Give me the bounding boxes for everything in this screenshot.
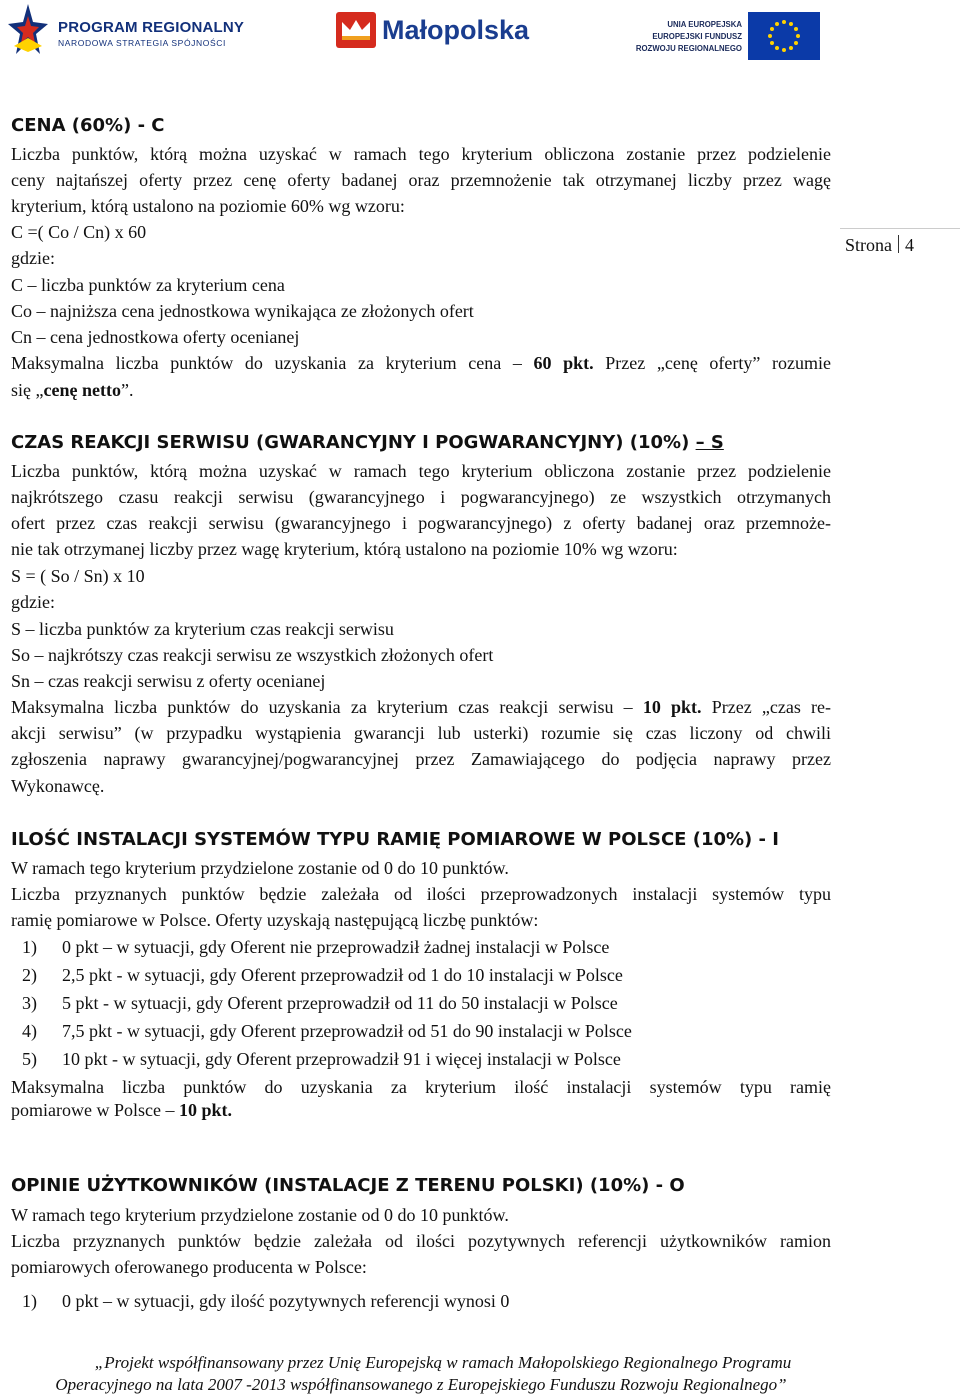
list-text: 5 pkt - w sytuacji, gdy Oferent przeprowadził od 11 do 50 instalacji w Polsce [62, 993, 618, 1013]
paragraph-line: ofert przez czas reakcji serwisu (gwarancyjnego i pogwarancyjnego) z oferty badanej oraz przemnoże- [11, 513, 831, 533]
formula: S = ( So / Sn) x 10 [11, 566, 145, 586]
eu-erdf-logo [635, 12, 820, 60]
list-text: 0 pkt – w sytuacji, gdy ilość pozytywnych referencji wynosi 0 [62, 1291, 510, 1311]
list-text: 0 pkt – w sytuacji, gdy Oferent nie przeprowadził żadnej instalacji w Polsce [62, 937, 610, 957]
definition-line: C – liczba punktów za kryterium cena [11, 275, 285, 295]
paragraph-line: Liczba punktów, którą można uzyskać w ramach tego kryterium obliczona zostanie przez podzielenie [11, 461, 831, 481]
section-heading-instalacje: ILOŚĆ INSTALACJI SYSTEMÓW TYPU RAMIĘ POMIAROWE W POLSCE (10%) - I [11, 829, 779, 850]
section-heading-serwis [11, 431, 724, 455]
paragraph-line: Liczba przyznanych punktów będzie zależała od ilości przeprowadzonych instalacji systemów typu [11, 884, 831, 904]
list-text: 7,5 pkt - w sytuacji, gdy Oferent przeprowadził od 51 do 90 instalacji w Polsce [62, 1021, 632, 1041]
eu-line1: UNIA EUROPEJSKA [667, 20, 742, 29]
paragraph-line: kryterium, którą ustalono na poziomie 60% wg wzoru: [11, 196, 405, 216]
text-span: Przez „cenę oferty” rozumie [593, 353, 831, 373]
list-number: 3) [22, 993, 37, 1013]
section-heading-opinie: OPINIE UŻYTKOWNIKÓW (INSTALACJE Z TERENU POLSKI) (10%) - O [11, 1175, 685, 1196]
region-name: Małopolska [382, 15, 530, 45]
paragraph-line: najkrótszego czasu reakcji serwisu (gwarancyjnego i pogwarancyjnego) ze wszystkich otrzymanych [11, 487, 831, 507]
points-value: 60 pkt. [533, 353, 594, 373]
definition-line: S – liczba punktów za kryterium czas reakcji serwisu [11, 619, 394, 639]
list-text: 10 pkt - w sytuacji, gdy Oferent przeprowadził 91 i więcej instalacji w Polsce [62, 1049, 621, 1069]
eu-flag-icon [748, 12, 820, 60]
definition-line: So – najkrótszy czas reakcji serwisu ze wszystkich złożonych ofert [11, 645, 494, 665]
program-regionalny-logo [6, 2, 246, 58]
text-span: Przez „czas re- [701, 697, 831, 717]
list-text: 2,5 pkt - w sytuacji, gdy Oferent przeprowadził od 1 do 10 instalacji w Polsce [62, 965, 623, 985]
paragraph-line: W ramach tego kryterium przydzielone zostanie od 0 do 10 punktów. [11, 858, 509, 878]
paragraph-line: akcji serwisu” (w przypadku wystąpienia gwarancji lub usterki) rozumie się czas liczony od chwili [11, 723, 831, 743]
program-title: PROGRAM REGIONALNY [58, 19, 245, 36]
page-divider [898, 235, 899, 253]
program-subtitle: NARODOWA STRATEGIA SPÓJNOŚCI [58, 38, 226, 48]
section-heading-cena: CENA (60%) - C [11, 115, 165, 136]
list-number: 2) [22, 965, 37, 985]
text-span: ”. [120, 380, 134, 400]
side-rule [840, 228, 960, 229]
paragraph-line: ceny najtańszej oferty przez cenę oferty badanej oraz przemnożenie tak otrzymanej liczby przez wagę [11, 170, 831, 190]
paragraph-line: W ramach tego kryterium przydzielone zostanie od 0 do 10 punktów. [11, 1205, 509, 1225]
list-number: 1) [22, 1291, 37, 1311]
eu-line3: ROZWOJU REGIONALNEGO [635, 44, 742, 53]
max-points-line [11, 1099, 232, 1121]
list-number: 5) [22, 1049, 37, 1069]
formula: C =( Co / Cn) x 60 [11, 222, 147, 242]
list-number: 4) [22, 1021, 37, 1041]
paragraph-line: zgłoszenia naprawy gwarancyjnej/pogwarancyjnej przez Zamawiającego do podjęcia naprawy przez [11, 749, 831, 769]
page-number: 4 [905, 235, 914, 255]
max-points-line [11, 352, 831, 374]
page-number-label [845, 234, 914, 256]
max-points-line: Maksymalna liczba punktów do uzyskania za kryterium ilość instalacji systemów typu ramię [11, 1077, 831, 1097]
nss-star-icon [6, 2, 50, 58]
definition-line: Co – najniższa cena jednostkowa wynikająca ze złożonych ofert [11, 301, 474, 321]
max-points-line [11, 696, 831, 718]
paragraph-line: nie tak otrzymanej liczby przez wagę kryterium, którą ustalono na poziomie 10% wg wzoru: [11, 539, 678, 559]
paragraph-line [11, 379, 133, 401]
text-span: Maksymalna liczba punktów do uzyskania za kryterium czas reakcji serwisu – [11, 697, 643, 717]
heading-underlined: – S [695, 432, 724, 453]
paragraph-line: ramię pomiarowe w Polsce. Oferty uzyskają następującą liczbę punktów: [11, 910, 539, 930]
points-value: 10 pkt. [642, 697, 702, 717]
text-span: pomiarowe w Polsce – [11, 1100, 179, 1120]
footer-line: „Projekt współfinansowany przez Unię Europejską w ramach Małopolskiego Regionalnego Programu [94, 1353, 792, 1372]
eu-line2: EUROPEJSKI FUNDUSZ [652, 32, 742, 41]
definition-line: Cn – cena jednostkowa oferty ocenianej [11, 327, 300, 347]
points-value: 10 pkt. [178, 1100, 232, 1120]
bold-term: cenę netto [43, 380, 121, 400]
paragraph-line: Wykonawcę. [11, 776, 105, 796]
footer-line: Operacyjnego na lata 2007 -2013 współfinansowanego z Europejskiego Funduszu Rozwoju Regionalnego” [55, 1375, 787, 1394]
gdzie-label: gdzie: [11, 592, 55, 612]
malopolska-logo [336, 12, 536, 52]
definition-line: Sn – czas reakcji serwisu z oferty ocenianej [11, 671, 326, 691]
heading-text: CZAS REAKCJI SERWISU (GWARANCYJNY I POGWARANCYJNY) (10%) [11, 432, 696, 453]
paragraph-line: Liczba przyznanych punktów będzie zależała od ilości pozytywnych referencji użytkowników ramion [11, 1231, 831, 1251]
paragraph-line: Liczba punktów, którą można uzyskać w ramach tego kryterium obliczona zostanie przez podzielenie [11, 144, 831, 164]
text-span: się „ [11, 380, 44, 400]
gdzie-label: gdzie: [11, 248, 55, 268]
text-span: Maksymalna liczba punktów do uzyskania za kryterium cena – [11, 353, 534, 373]
list-number: 1) [22, 937, 37, 957]
paragraph-line: pomiarowych oferowanego producenta w Polsce: [11, 1257, 367, 1277]
malopolska-crest-icon [336, 12, 376, 48]
page-word: Strona [845, 235, 892, 255]
